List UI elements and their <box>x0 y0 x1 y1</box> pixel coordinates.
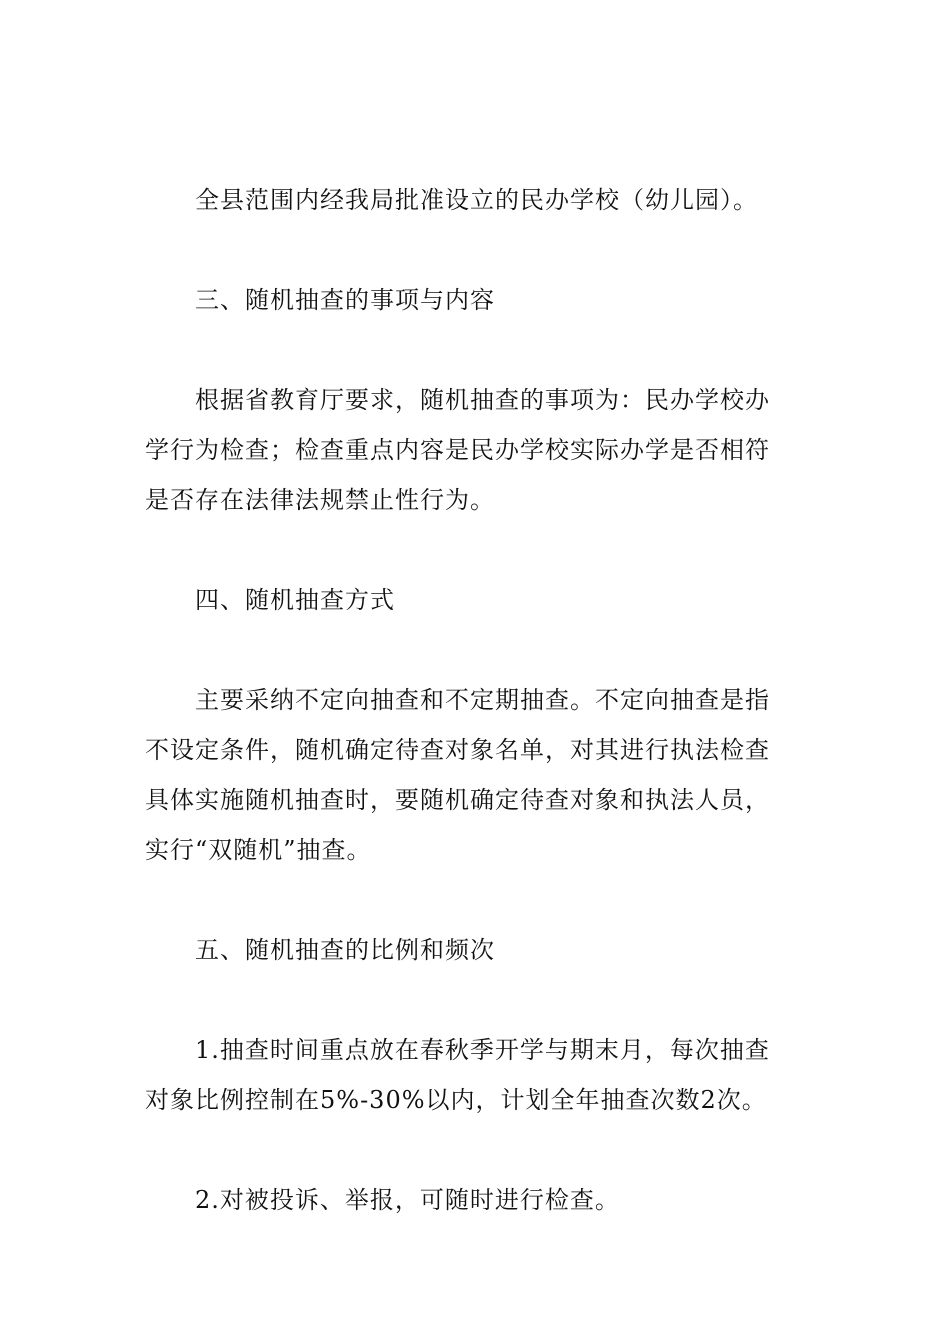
paragraph-line: 不设定条件，随机确定待查对象名单，对其进行执法检查 <box>145 736 770 764</box>
paragraph-scope: 全县范围内经我局批准设立的民办学校（幼儿园）。 <box>195 186 758 214</box>
heading-section-3: 三、随机抽查的事项与内容 <box>195 286 495 314</box>
paragraph-line: 是否存在法律法规禁止性行为。 <box>145 486 495 514</box>
heading-section-4: 四、随机抽查方式 <box>195 586 395 614</box>
paragraph-line: 学行为检查；检查重点内容是民办学校实际办学是否相符 <box>145 436 770 464</box>
paragraph-line: 1.抽查时间重点放在春秋季开学与期末月，每次抽查 <box>195 1036 770 1064</box>
heading-section-5: 五、随机抽查的比例和频次 <box>195 936 495 964</box>
paragraph-line: 主要采纳不定向抽查和不定期抽查。不定向抽查是指 <box>195 686 770 714</box>
paragraph-line: 2.对被投诉、举报，可随时进行检查。 <box>195 1186 620 1214</box>
paragraph-line: 实行“双随机”抽查。 <box>145 836 372 864</box>
paragraph-line: 对象比例控制在5%-30%以内，计划全年抽查次数2次。 <box>145 1086 767 1114</box>
paragraph-line: 根据省教育厅要求，随机抽查的事项为：民办学校办 <box>195 386 770 414</box>
paragraph-line: 具体实施随机抽查时，要随机确定待查对象和执法人员， <box>145 786 770 814</box>
